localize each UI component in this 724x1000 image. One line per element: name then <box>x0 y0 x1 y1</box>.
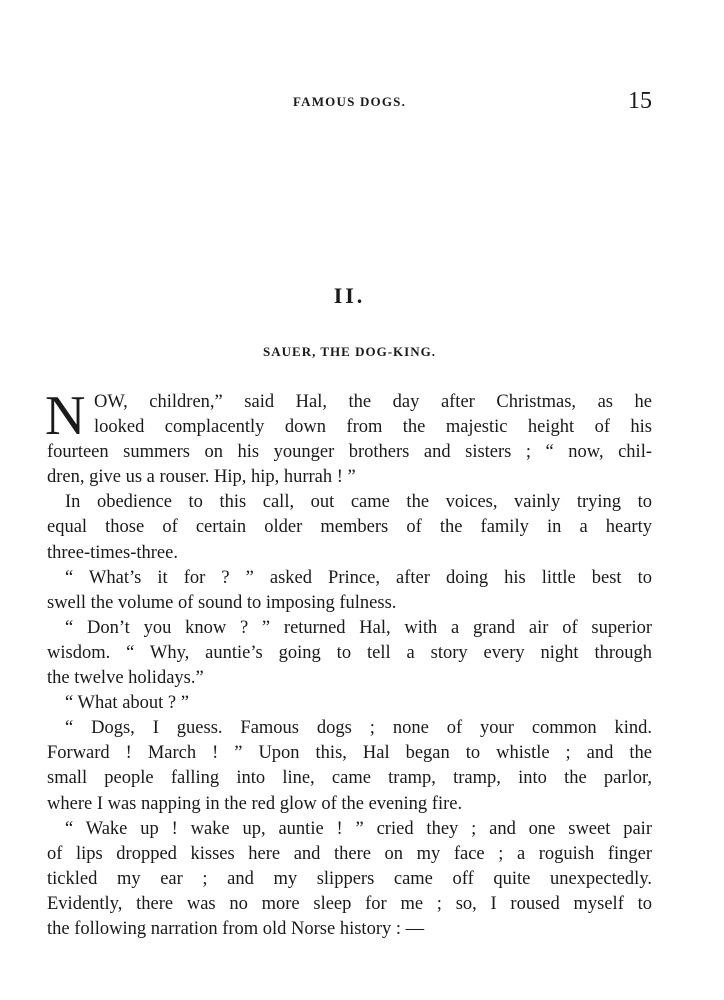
text-line: swell the volume of sound to imposing fulness. <box>47 592 397 613</box>
paragraph <box>47 716 652 816</box>
chapter-title: SAUER, THE DOG-KING. <box>263 344 436 359</box>
paragraph <box>47 616 652 691</box>
paragraph <box>47 691 652 716</box>
text-line: of lips dropped kisses here and there on my face ; a roguish finger <box>47 843 652 864</box>
text-line: three-times-three. <box>47 542 178 563</box>
text-line: small people falling into line, came tramp, tramp, into the parlor, <box>47 768 652 789</box>
text-line: fourteen summers on his younger brothers and sisters ; “ now, chil- <box>47 442 652 463</box>
text-line: Forward ! March ! ” Upon this, Hal began to whistle ; and the <box>47 743 652 764</box>
text-line: looked complacently down from the majestic height of his <box>94 417 652 438</box>
chapter-number: II. <box>333 283 366 308</box>
text-line: where I was napping in the red glow of the evening fire. <box>47 793 463 814</box>
text-line: “ What’s it for ? ” asked Prince, after doing his little best to <box>65 567 652 588</box>
drop-cap: N <box>45 385 86 447</box>
text-line: In obedience to this call, out came the voices, vainly trying to <box>65 492 652 513</box>
body-text <box>45 385 652 942</box>
text-line: the following narration from old Norse history : — <box>47 918 425 939</box>
text-line: “ Wake up ! wake up, auntie ! ” cried they ; and one sweet pair <box>65 818 652 839</box>
text-line: “ What about ? ” <box>65 693 189 714</box>
text-line: OW, children,” said Hal, the day after Christmas, as he <box>94 392 652 412</box>
text-line: the twelve holidays.” <box>47 668 204 689</box>
page-number: 15 <box>628 88 652 114</box>
text-line: Evidently, there was no more sleep for me ; so, I roused myself to <box>47 893 652 914</box>
text-line: equal those of certain older members of the family in a hearty <box>47 517 652 538</box>
text-line: tickled my ear ; and my slippers came off quite unexpectedly. <box>47 868 652 889</box>
running-title: FAMOUS DOGS. <box>292 94 407 109</box>
paragraph <box>47 817 652 942</box>
paragraph <box>47 566 652 616</box>
text-line: “ Don’t you know ? ” returned Hal, with a grand air of superior <box>65 617 652 638</box>
text-line: “ Dogs, I guess. Famous dogs ; none of your common kind. <box>65 718 652 739</box>
paragraph <box>47 490 652 565</box>
text-line: dren, give us a rouser. Hip, hip, hurrah ! ” <box>47 467 356 488</box>
paragraph <box>45 385 652 490</box>
running-head <box>47 90 652 116</box>
text-line: wisdom. “ Why, auntie’s going to tell a story every night through <box>47 642 652 663</box>
